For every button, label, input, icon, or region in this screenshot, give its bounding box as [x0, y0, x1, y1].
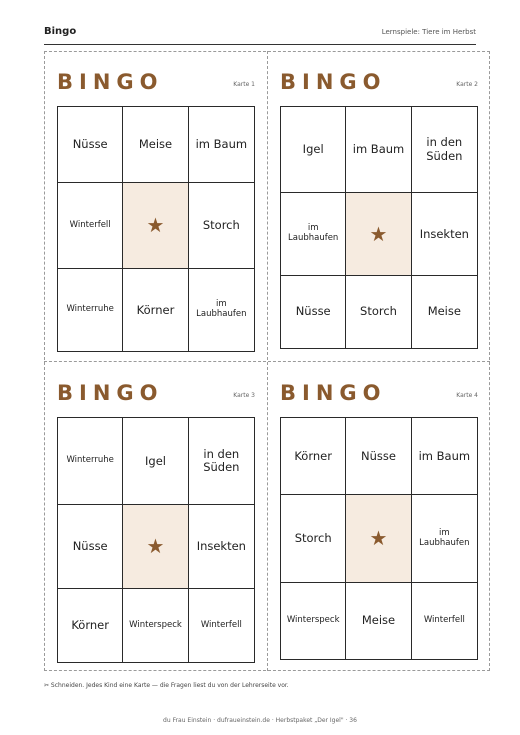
page-footer: du Frau Einstein · dufraueinstein.de · Herbstpaket „Der Igel" · 36: [163, 717, 357, 724]
bingo-grid: [280, 417, 478, 660]
grid-cell[interactable]: Winterfell: [200, 619, 242, 630]
grid-cell[interactable]: Meise: [123, 107, 188, 183]
grid-cell[interactable]: Meise: [427, 304, 461, 319]
free-cell[interactable]: [123, 505, 188, 589]
grid-cell[interactable]: Nüsse: [346, 418, 411, 495]
card-title: BINGO: [280, 381, 387, 405]
grid-cell[interactable]: Winterruhe: [58, 418, 123, 505]
card-label: Karte 4: [456, 392, 478, 399]
card-label: Karte 3: [233, 392, 255, 399]
bingo-grid: [57, 417, 255, 663]
grid-cell[interactable]: in den Süden: [412, 107, 477, 193]
grid-cell[interactable]: Winterfell: [58, 183, 123, 269]
grid-cell[interactable]: Storch: [346, 276, 411, 348]
grid-cell[interactable]: Storch: [189, 183, 254, 269]
card-title: BINGO: [57, 70, 164, 94]
card-title: BINGO: [280, 70, 387, 94]
grid-cell[interactable]: Winterspeck: [123, 589, 188, 662]
grid-cell[interactable]: Körner: [58, 589, 123, 662]
grid-cell[interactable]: im Baum: [412, 418, 477, 495]
grid-cell[interactable]: Winterspeck: [281, 583, 346, 659]
free-cell[interactable]: [123, 183, 188, 269]
grid-cell[interactable]: Meise: [346, 583, 411, 659]
bingo-grid: [280, 106, 478, 349]
grid-cell[interactable]: im Laubhaufen: [196, 299, 247, 320]
grid-cell[interactable]: Storch: [281, 495, 346, 582]
star-icon: ★: [369, 526, 388, 550]
grid-cell[interactable]: Winterruhe: [58, 269, 123, 351]
grid-cell[interactable]: Nüsse: [58, 107, 123, 183]
grid-cell[interactable]: in den Süden: [189, 418, 254, 505]
grid-cell[interactable]: Winterfell: [423, 614, 465, 625]
grid-cell[interactable]: Insekten: [189, 505, 254, 589]
grid-cell[interactable]: Körner: [281, 418, 346, 495]
cut-instruction: ✂ Schneiden. Jedes Kind eine Karte — die Fragen liest du von der Lehrerseite vor.: [44, 682, 289, 689]
grid-cell[interactable]: Igel: [281, 107, 346, 193]
free-cell[interactable]: [346, 495, 411, 582]
bingo-grid: [57, 106, 255, 352]
star-icon: ★: [146, 534, 165, 559]
grid-cell[interactable]: Körner: [123, 269, 188, 351]
grid-cell[interactable]: im Baum: [189, 107, 254, 183]
grid-cell[interactable]: Nüsse: [281, 276, 346, 348]
grid-cell[interactable]: Insekten: [412, 193, 477, 276]
card-label: Karte 2: [456, 81, 478, 88]
grid-cell[interactable]: Nüsse: [58, 505, 123, 589]
grid-cell[interactable]: im Laubhaufen: [281, 193, 346, 276]
star-icon: ★: [369, 221, 388, 246]
grid-cell[interactable]: im Baum: [346, 107, 411, 193]
grid-cell[interactable]: Igel: [123, 418, 188, 505]
card-label: Karte 1: [233, 81, 255, 88]
header-subtitle: Lernspiele: Tiere im Herbst: [381, 28, 476, 36]
free-cell[interactable]: [346, 193, 411, 276]
header-title: Bingo: [44, 26, 77, 37]
star-icon: ★: [146, 213, 165, 238]
cut-line-horizontal: [44, 361, 490, 362]
card-title: BINGO: [57, 381, 164, 405]
grid-cell[interactable]: im Laubhaufen: [412, 495, 477, 582]
header-divider: [44, 44, 476, 45]
